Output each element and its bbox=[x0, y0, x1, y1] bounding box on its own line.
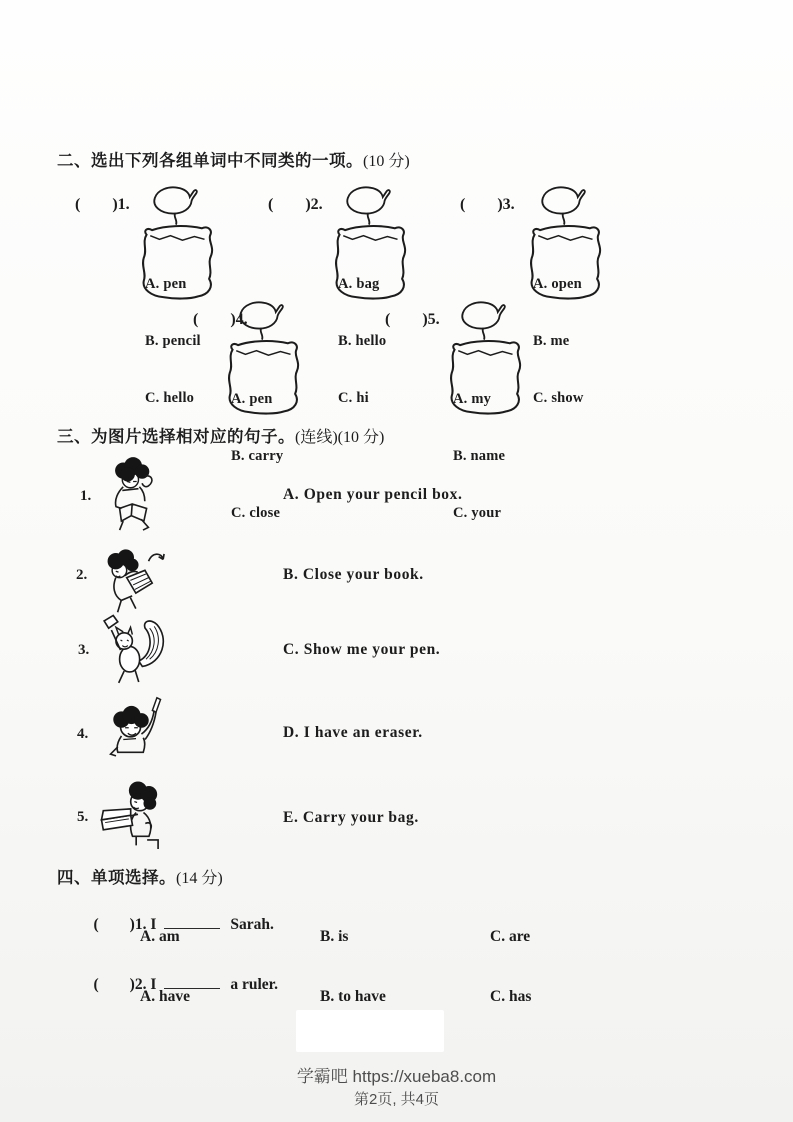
watermark-cover bbox=[296, 1010, 444, 1052]
mc2-answer-blank bbox=[164, 975, 220, 989]
mc2-option-b: B. to have bbox=[320, 988, 386, 1005]
candle2-option-b: B. hello bbox=[338, 333, 387, 349]
candle5-option-a: A. my bbox=[453, 391, 492, 407]
match-num-5: 5. bbox=[77, 809, 89, 825]
candle4-option-a: A. pen bbox=[231, 391, 273, 407]
mc1-stem-pre: I bbox=[150, 916, 157, 933]
answer-bracket-mc2: ( )2. bbox=[93, 976, 151, 993]
match-sentence-a: A. Open your pencil box. bbox=[283, 486, 463, 503]
candle-item-4 bbox=[216, 298, 308, 521]
mc2-option-a: A. have bbox=[140, 988, 190, 1005]
candle-item-2 bbox=[323, 183, 415, 406]
match-sentence-e: E. Carry your bag. bbox=[283, 809, 419, 826]
mc2-option-c: C. has bbox=[490, 988, 532, 1005]
section4-title-main: 四、单项选择。 bbox=[57, 869, 176, 887]
mc2-stem-pre: I bbox=[150, 976, 157, 993]
candle3-option-b: B. me bbox=[533, 333, 570, 349]
match-num-2: 2. bbox=[76, 567, 88, 583]
candle3-option-a: A. open bbox=[533, 276, 582, 292]
match-num-3: 3. bbox=[78, 642, 90, 658]
section2-title bbox=[57, 147, 410, 171]
squirrel-holding-shoe-figure bbox=[93, 610, 179, 692]
candle-item-1 bbox=[130, 183, 222, 406]
section4-title bbox=[57, 864, 223, 888]
candle5-option-c: C. your bbox=[453, 505, 502, 521]
section3-title-points: (连线)(10 分) bbox=[295, 429, 385, 446]
mc1-option-b: B. is bbox=[320, 928, 349, 945]
answer-bracket-q1: ( )1. bbox=[75, 196, 130, 213]
mc1-option-a: A. am bbox=[140, 928, 180, 945]
candle-item-5 bbox=[438, 298, 530, 521]
match-num-1: 1. bbox=[80, 488, 92, 504]
section3-title bbox=[57, 423, 384, 447]
mc1-stem-post: Sarah. bbox=[230, 916, 274, 933]
mc1-answer-blank bbox=[164, 915, 220, 929]
match-sentence-d: D. I have an eraser. bbox=[283, 724, 423, 741]
candle5-option-b: B. name bbox=[453, 448, 506, 464]
footer-site-link: 学霸吧 https://xueba8.com bbox=[296, 1067, 497, 1086]
candle1-option-b: B. pencil bbox=[145, 333, 201, 349]
candle1-option-a: A. pen bbox=[145, 276, 187, 292]
footer-page-number: 第2页, 共4页 bbox=[353, 1091, 440, 1108]
candle1-option-c: C. hello bbox=[145, 390, 195, 406]
match-num-4: 4. bbox=[77, 726, 89, 742]
candle4-option-c: C. close bbox=[231, 505, 281, 521]
answer-bracket-q4: ( )4. bbox=[193, 311, 248, 328]
mc1-option-c: C. are bbox=[490, 928, 531, 945]
match-sentence-c: C. Show me your pen. bbox=[283, 641, 441, 658]
answer-bracket-q2: ( )2. bbox=[268, 196, 323, 213]
section3-title-main: 三、为图片选择相对应的句子。 bbox=[57, 428, 295, 446]
section4-title-points: (14 分) bbox=[176, 870, 223, 887]
candle3-option-c: C. show bbox=[533, 390, 584, 406]
candle-item-3 bbox=[518, 183, 610, 406]
section2-title-main: 二、选出下列各组单词中不同类的一项。 bbox=[57, 152, 363, 170]
mc2-stem-post: a ruler. bbox=[230, 976, 279, 993]
candle2-option-a: A. bag bbox=[338, 276, 380, 292]
section2-title-points: (10 分) bbox=[363, 153, 410, 170]
match-sentence-b: B. Close your book. bbox=[283, 566, 424, 583]
candle2-option-c: C. hi bbox=[338, 390, 369, 406]
boy-holding-open-pencil-box-figure bbox=[92, 776, 184, 860]
answer-bracket-mc1: ( )1. bbox=[93, 916, 151, 933]
answer-bracket-q5: ( )5. bbox=[385, 311, 440, 328]
boy-raising-hand-with-pen-figure bbox=[96, 694, 176, 776]
candle4-option-b: B. carry bbox=[231, 448, 284, 464]
boy-opening-pencil-box-figure bbox=[98, 456, 170, 542]
answer-bracket-q3: ( )3. bbox=[460, 196, 515, 213]
